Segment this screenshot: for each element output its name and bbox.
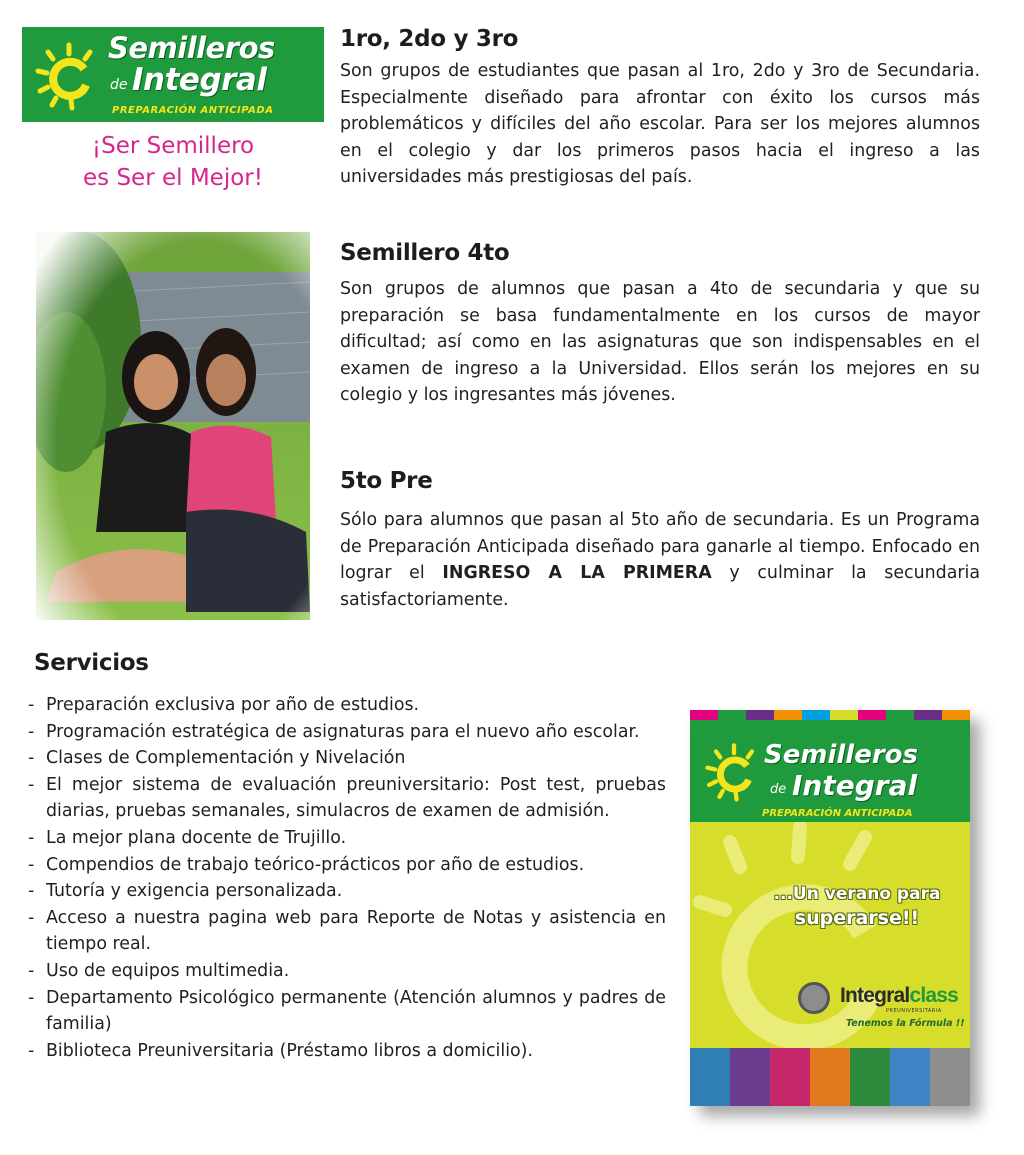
section-text-5to-pre-a: Sólo para alumnos que pasan al 5to año de secundaria. Es un Programa de Preparación Anticipada diseñado para ganarle al tiempo. Enfocado en lograr el	[340, 510, 980, 583]
book-cover	[690, 710, 970, 1106]
slogan	[22, 130, 324, 194]
logo-line1: Semilleros	[108, 31, 275, 65]
stripe-segment	[802, 710, 831, 720]
brand-formula: Tenemos la Fórmula !!	[846, 1018, 965, 1029]
stripe-segment	[718, 710, 747, 720]
book-image-tile	[930, 1048, 970, 1106]
section-text-5to-pre-bold: INGRESO A LA PRIMERA	[442, 563, 712, 583]
section-text-1ro-2do-3ro: Son grupos de estudiantes que pasan al 1ro, 2do y 3ro de Secundaria. Especialmente diseñado para afrontar con éxito los cursos más problemáticos y difíciles del año escolar. Para ser los mejores alumnos en el colegio y dar los primeros pasos hacia el ingreso a las universidades más prestigiosas del país.	[340, 61, 980, 187]
book-big-sun-icon	[690, 822, 970, 1048]
book-slogan-line2: superarse!!	[794, 907, 920, 929]
stripe-segment	[914, 710, 943, 720]
logo-tagline: PREPARACIÓN ANTICIPADA	[112, 105, 274, 116]
stripe-segment	[886, 710, 915, 720]
book-title-line1: Semilleros	[764, 740, 918, 770]
book-image-tile	[850, 1048, 890, 1106]
stripe-segment	[942, 710, 970, 720]
book-body	[690, 822, 970, 1048]
services-title: Servicios	[34, 650, 149, 676]
service-item: - Uso de equipos multimedia.	[24, 958, 666, 985]
service-item: - Preparación exclusiva por año de estudios.	[24, 692, 666, 719]
service-item: - Biblioteca Preuniversitaria (Préstamo libros a domicilio).	[24, 1038, 666, 1065]
semilleros-logo	[22, 27, 324, 122]
book-image-tile	[810, 1048, 850, 1106]
sun-icon	[34, 41, 104, 111]
section-title-1ro-2do-3ro: 1ro, 2do y 3ro	[340, 26, 519, 52]
book-image-tiles	[690, 1048, 970, 1106]
book-title-de: de	[770, 782, 787, 797]
section-text-5to-pre	[340, 507, 980, 613]
service-item: - Tutoría y exigencia personalizada.	[24, 878, 666, 905]
book-image-tile	[770, 1048, 810, 1106]
service-item: - Departamento Psicológico permanente (Atención alumnos y padres de familia)	[24, 985, 666, 1038]
students-photo	[36, 232, 310, 620]
service-item: - La mejor plana docente de Trujillo.	[24, 825, 666, 852]
stripe-segment	[858, 710, 887, 720]
stripe-segment	[746, 710, 775, 720]
logo-line2: Integral	[132, 62, 267, 98]
book-image-tile	[890, 1048, 930, 1106]
service-item: - Programación estratégica de asignaturas para el nuevo año escolar.	[24, 719, 666, 746]
section-text-semillero-4to: Son grupos de alumnos que pasan a 4to de secundaria y que su preparación se basa fundamentalmente en los cursos de mayor dificultad; así como en las asignaturas que son indispensables en el examen de ingreso a la Universidad. Ellos serán los mejores en su colegio y los ingresantes más jóvenes.	[340, 279, 980, 405]
book-slogan-line1: ...Un verano para	[773, 884, 941, 904]
section-text-5to-pre-b: y culminar la secundaria satisfactoriamente.	[340, 563, 980, 610]
integralclass-brand	[840, 984, 958, 1008]
stripe-segment	[690, 710, 719, 720]
integralclass-logo-icon	[798, 982, 830, 1014]
book-sun-icon	[704, 742, 764, 802]
brand-part-b: class	[909, 984, 959, 1007]
book-image-tile	[690, 1048, 730, 1106]
stripe-segment	[830, 710, 859, 720]
services-list	[24, 692, 666, 1064]
book-slogan	[742, 882, 970, 930]
slogan-line1: ¡Ser Semillero	[91, 133, 255, 159]
students-photo-image	[36, 232, 310, 620]
service-item: - Clases de Complementación y Nivelación	[24, 745, 666, 772]
book-title-line2: Integral	[792, 769, 918, 802]
logo-de: de	[110, 77, 128, 93]
service-item: - El mejor sistema de evaluación preuniversitario: Post test, pruebas diarias, pruebas semanales, simulacros de examen de admisión.	[24, 772, 666, 825]
slogan-line2: es Ser el Mejor!	[83, 165, 263, 191]
book-tagline: PREPARACIÓN ANTICIPADA	[762, 808, 913, 819]
section-title-5to-pre: 5to Pre	[340, 468, 433, 494]
book-header	[690, 720, 970, 822]
stripe-segment	[774, 710, 803, 720]
brand-subtitle: PREUNIVERSITARIA	[886, 1008, 942, 1014]
section-title-semillero-4to: Semillero 4to	[340, 240, 510, 266]
book-color-stripe	[690, 710, 970, 720]
brand-part-a: Integral	[840, 984, 910, 1007]
book-image-tile	[730, 1048, 770, 1106]
service-item: - Compendios de trabajo teórico-prácticos por año de estudios.	[24, 852, 666, 879]
service-item: - Acceso a nuestra pagina web para Reporte de Notas y asistencia en tiempo real.	[24, 905, 666, 958]
